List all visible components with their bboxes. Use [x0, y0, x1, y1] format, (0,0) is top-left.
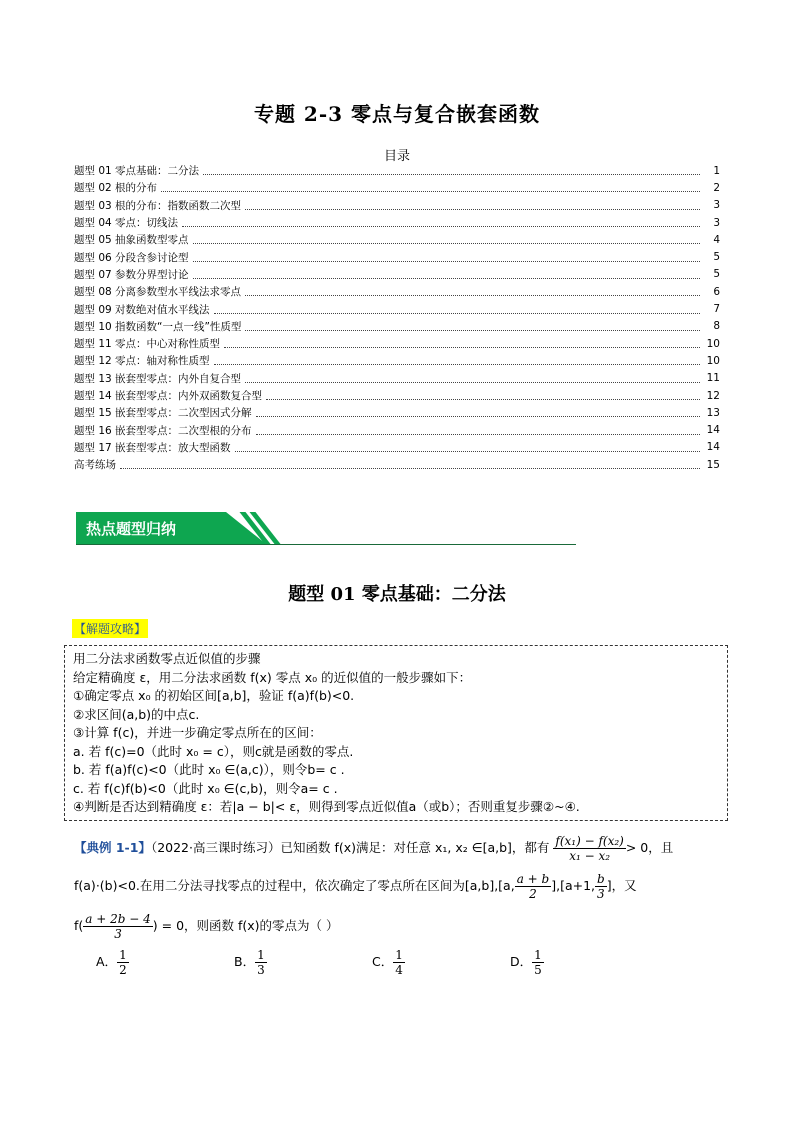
toc-leader: [120, 460, 700, 469]
toc-entry-label: 题型 01 零点基础：二分法: [74, 165, 200, 178]
toc-entry-label: 题型 16 嵌套型零点：二次型根的分布: [74, 424, 252, 437]
toc-leader: [193, 253, 700, 262]
toc-entry-label: 题型 09 对数绝对值水平线法: [74, 303, 210, 316]
toc-entry[interactable]: [74, 387, 720, 404]
toc-leader: [193, 270, 700, 279]
choice-letter: B．: [234, 954, 256, 969]
toc-page-number: 11: [706, 372, 720, 385]
toc-leader: [161, 183, 700, 192]
toc-entry[interactable]: [74, 231, 720, 248]
toc-page-number: 5: [713, 268, 720, 281]
toc-page-number: 6: [713, 285, 720, 298]
toc-page-number: 10: [706, 354, 720, 367]
toc-leader: [266, 391, 700, 400]
example-text: f(: [74, 918, 84, 933]
choice-b[interactable]: [234, 948, 267, 977]
interval: ]，又: [606, 878, 637, 893]
fraction: $\frac{1}{2}$: [119, 948, 127, 977]
toc-leader: [256, 426, 700, 435]
section-title: 题型 01 零点基础：二分法: [288, 584, 506, 605]
toc-leader: [203, 166, 700, 175]
choice-letter: A．: [96, 954, 118, 969]
interval: ],: [551, 878, 561, 893]
toc-entry[interactable]: [74, 162, 720, 179]
example-text: （2022·高三课时练习）已知函数 f(x)满足：对任意 x₁, x₂ ∈[a,b]，都有: [150, 840, 550, 855]
toc-entry[interactable]: [74, 300, 720, 317]
toc-entry[interactable]: [74, 421, 720, 438]
section-banner: [76, 512, 576, 546]
strategy-box: [64, 645, 728, 821]
choice-d[interactable]: [510, 948, 544, 977]
strategy-line: c. 若 f(c)f(b)<0（此时 x₀ ∈(c,b)，则令a= c .: [73, 780, 338, 796]
fraction: $\frac{a + 2b - 4}{3}$: [85, 912, 151, 941]
toc-leader: [245, 322, 700, 331]
toc-page-number: 14: [706, 424, 720, 437]
toc-entry-label: 题型 12 零点：轴对称性质型: [74, 355, 210, 368]
toc-entry-label: 题型 17 嵌套型零点：放大型函数: [74, 441, 231, 454]
toc-leader: [245, 201, 700, 210]
toc-page-number: 4: [713, 233, 720, 246]
toc-page-number: 5: [713, 251, 720, 264]
toc-entry[interactable]: [74, 370, 720, 387]
example-text: f(a)·(b)<0.在用二分法寻找零点的过程中，依次确定了零点所在区间为[a,b],: [74, 878, 499, 893]
toc-entry-label: 题型 04 零点：切线法: [74, 217, 179, 230]
toc-page-number: 13: [706, 406, 720, 419]
toc-entry-label: 高考练场: [74, 459, 116, 472]
toc-entry-label: 题型 11 零点：中心对称性质型: [74, 338, 221, 351]
toc-leader: [193, 235, 700, 244]
strategy-line: ③计算 f(c)，并进一步确定零点所在的区间：: [73, 725, 322, 740]
toc-page-number: 10: [706, 337, 720, 350]
choice-c[interactable]: [372, 948, 405, 977]
toc-entry-label: 题型 03 根的分布：指数函数二次型: [74, 199, 242, 212]
toc-leader: [256, 408, 700, 417]
toc-leader: [235, 443, 700, 452]
strategy-line: 给定精确度 ε，用二分法求函数 f(x) 零点 x₀ 的近似值的一般步骤如下：: [73, 669, 472, 685]
choice-letter: C．: [372, 954, 394, 969]
strategy-line: 用二分法求函数零点近似值的步骤: [73, 651, 261, 666]
toc-leader: [182, 218, 700, 227]
toc-entry-label: 题型 08 分离参数型水平线法求零点: [74, 286, 242, 299]
toc-entry-label: 题型 13 嵌套型零点：内外自复合型: [74, 372, 242, 385]
strategy-line: ④判断是否达到精确度 ε：若|a − b|< ε，则得到零点近似值a（或b）；否则重复步骤②~④.: [73, 799, 580, 814]
toc-entry[interactable]: [74, 283, 720, 300]
strategy-line: ②求区间(a,b)的中点c.: [73, 706, 200, 722]
toc-page-number: 15: [706, 458, 720, 471]
strategy-tag: 【解题攻略】: [72, 619, 148, 638]
toc-entry[interactable]: [74, 197, 720, 214]
toc-entry[interactable]: [74, 335, 720, 352]
toc-leader: [224, 339, 700, 348]
example-text: > 0，且: [625, 840, 674, 855]
toc-page-number: 8: [713, 320, 720, 333]
strategy-line: b. 若 f(a)f(c)<0（此时 x₀ ∈(a,c)），则令b= c .: [73, 762, 345, 777]
toc-entry[interactable]: [74, 404, 720, 421]
toc-entry[interactable]: [74, 266, 720, 283]
choice-letter: D．: [510, 954, 533, 969]
document-title: 专题 2-3 零点与复合嵌套函数: [253, 102, 541, 126]
strategy-line: a. 若 f(c)=0（此时 x₀ = c），则c就是函数的零点.: [73, 743, 354, 759]
table-of-contents: [74, 162, 720, 473]
toc-leader: [245, 287, 700, 296]
toc-page-number: 7: [713, 303, 720, 316]
fraction: $\frac{a + b}{2}$: [516, 872, 550, 901]
toc-page-number: 2: [713, 181, 720, 194]
interval: [a+1,: [560, 878, 596, 893]
example-line-1: [74, 834, 734, 863]
toc-page-number: 12: [706, 389, 720, 402]
toc-entry[interactable]: [74, 179, 720, 196]
toc-entry-label: 题型 15 嵌套型零点：二次型因式分解: [74, 407, 252, 420]
fraction: $\frac{b}{3}$: [597, 872, 605, 901]
toc-entry[interactable]: [74, 352, 720, 369]
toc-entry[interactable]: [74, 439, 720, 456]
toc-entry[interactable]: [74, 214, 720, 231]
toc-leader: [245, 374, 700, 383]
fraction: $\frac{1}{3}$: [257, 948, 265, 977]
interval: [a,: [498, 878, 515, 893]
toc-entry-label: 题型 06 分段含参讨论型: [74, 251, 189, 264]
toc-page-number: 3: [713, 199, 720, 212]
fraction: $\frac{1}{5}$: [534, 948, 542, 977]
choice-a[interactable]: [96, 948, 129, 977]
toc-entry-label: 题型 14 嵌套型零点：内外双函数复合型: [74, 390, 263, 402]
example-line-3: [74, 912, 734, 941]
toc-page-number: 14: [706, 441, 720, 454]
fraction: $\frac{\text{f(x₁) − f(x₂)}}{\text{x₁ − x₂}}$: [555, 834, 624, 863]
banner-label: 热点题型归纳: [86, 520, 177, 538]
fraction: $\frac{1}{4}$: [395, 948, 403, 977]
toc-entry[interactable]: [74, 248, 720, 265]
example-tag: 【典例 1-1】: [74, 840, 151, 855]
toc-heading: 目录: [383, 149, 410, 164]
toc-page-number: 1: [713, 164, 720, 177]
toc-entry[interactable]: [74, 456, 720, 473]
example-text: ) = 0，则函数 f(x)的零点为（ ）: [152, 918, 339, 933]
toc-entry[interactable]: [74, 318, 720, 335]
toc-entry-label: 题型 05 抽象函数型零点: [74, 234, 189, 247]
toc-entry-label: 题型 10 指数函数“一点一线”性质型: [74, 320, 242, 333]
toc-leader: [214, 356, 700, 365]
example-line-2: [74, 872, 734, 901]
toc-entry-label: 题型 02 根的分布: [74, 182, 158, 195]
toc-entry-label: 题型 07 参数分界型讨论: [74, 268, 189, 281]
toc-page-number: 3: [713, 216, 720, 229]
toc-leader: [214, 305, 700, 314]
strategy-line: ①确定零点 x₀ 的初始区间[a,b]，验证 f(a)f(b)<0.: [73, 688, 355, 703]
